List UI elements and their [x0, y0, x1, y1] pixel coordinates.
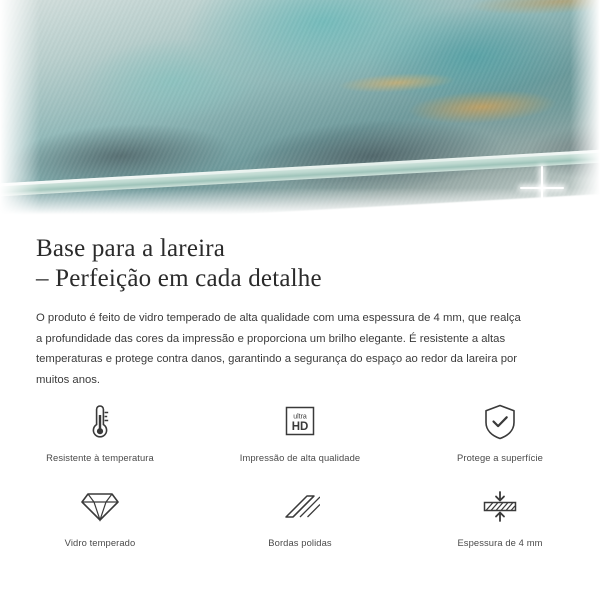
thickness-4mm-icon — [478, 485, 522, 529]
feature-label: Resistente à temperatura — [46, 452, 154, 463]
description-paragraph: O produto é feito de vidro temperado de alta qualidade com uma espessura de 4 mm, que realça a profundidade das cores da impressão e proporciona um brilho elegante. É resistente a altas temperaturas e protege contra danos, garantindo a segurança do espaço ao redor da lareira por muitos anos. — [36, 312, 521, 386]
feature-item — [0, 481, 200, 548]
thermometer-icon — [87, 400, 113, 444]
diamond-icon — [80, 485, 120, 529]
svg-text:HD: HD — [291, 421, 309, 433]
page-title-line-2: – Perfeição em cada detalhe — [36, 265, 322, 292]
feature-item — [200, 396, 400, 463]
feature-grid — [0, 396, 600, 548]
page-title — [0, 222, 600, 294]
feature-label: Impressão de alta qualidade — [239, 452, 361, 463]
page-title-line-1: Base para a lareira — [36, 235, 226, 262]
shield-check-icon — [482, 400, 518, 444]
feature-label: Vidro temperado — [64, 537, 136, 548]
feature-item — [400, 396, 600, 463]
polished-edges-icon — [280, 485, 320, 529]
feature-label: Espessura de 4 mm — [457, 537, 543, 548]
content-block — [0, 222, 600, 390]
ultra-hd-icon — [280, 400, 320, 444]
feature-label: Bordas polidas — [268, 537, 332, 548]
hero-fade-bottom — [0, 188, 600, 222]
svg-text:ultra: ultra — [293, 413, 307, 421]
feature-label: Protege a superfície — [457, 452, 543, 463]
feature-item — [0, 396, 200, 463]
hero-image — [0, 0, 600, 222]
feature-item — [400, 481, 600, 548]
feature-item — [200, 481, 400, 548]
